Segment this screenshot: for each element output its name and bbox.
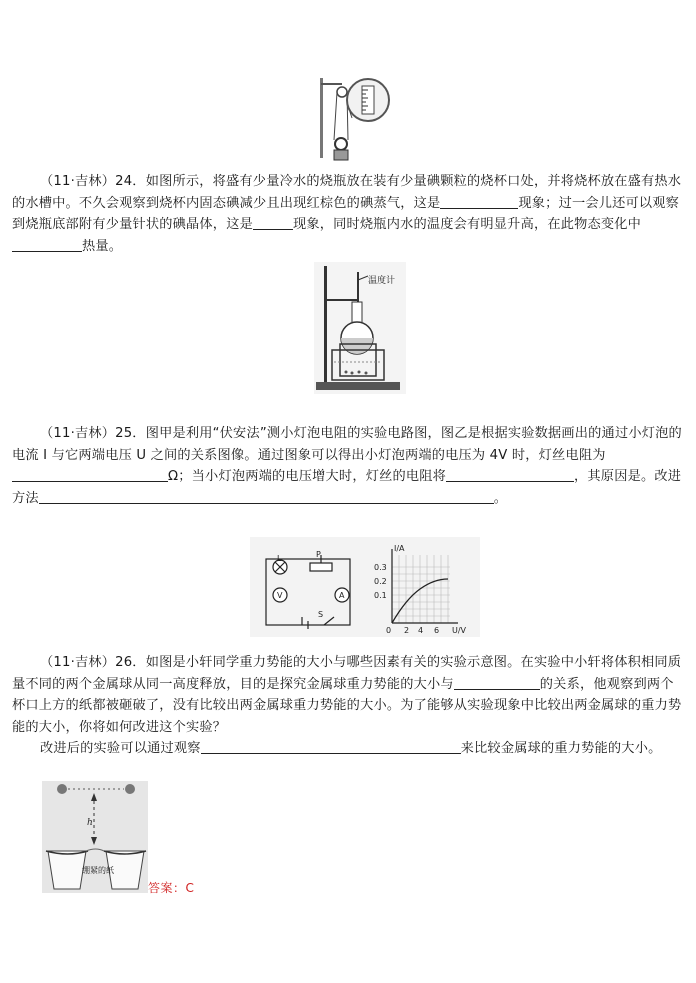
thermometer-label: 温度计	[368, 276, 396, 286]
q25-number: 25．	[115, 426, 146, 441]
answer-text: 答案：C	[148, 881, 195, 895]
question-26	[12, 652, 682, 738]
lamp-label: L	[277, 554, 282, 563]
q26-text1: 如图是小轩同学重力势能的大小与哪些因素有关的实验示意图。在实验中小轩将体积相同质量不同的两个金属球从同一高度释放，目的是探究金属球重力势能的大小与	[12, 655, 682, 692]
rheostat-label: P	[316, 550, 321, 559]
q25-blank-1[interactable]	[12, 467, 168, 482]
q25-blank-3[interactable]	[39, 489, 494, 504]
graph-ylabel: I/A	[394, 544, 405, 553]
question-25	[12, 423, 682, 509]
xtick-3: 6	[434, 626, 440, 635]
ytick-0: 0.3	[374, 563, 387, 572]
flask-thermometer-figure	[314, 262, 406, 394]
circuit-and-graph-figure	[250, 537, 480, 637]
ytick-1: 0.2	[374, 577, 387, 586]
q24-text4: 热量。	[82, 238, 123, 254]
q24-blank-2[interactable]	[253, 215, 293, 230]
ytick-2: 0.1	[374, 591, 387, 600]
voltmeter-label: V	[277, 591, 283, 600]
q24-blank-1[interactable]	[440, 194, 518, 209]
cups-figure	[42, 781, 148, 893]
q25-text5: 。	[493, 490, 508, 506]
q25-text4: 。改进方法	[12, 469, 682, 506]
question-24	[12, 171, 682, 257]
xtick-1: 2	[404, 626, 410, 635]
graph-xlabel: U/V	[452, 626, 467, 635]
question-26-improve	[12, 738, 682, 760]
q26-blank-2[interactable]	[201, 739, 461, 754]
q24-text3: 现象，同时烧瓶内水的温度会有明显升高，在此物态变化中	[292, 217, 642, 232]
top-apparatus-figure	[312, 78, 396, 164]
paper-label: 绷紧的纸	[82, 866, 114, 875]
switch-label: S	[318, 610, 324, 619]
q26-number: 26．	[115, 655, 146, 670]
ammeter-label: A	[339, 591, 345, 600]
q26-text4: 来比较金属球的重力势能的大小。	[460, 741, 662, 756]
q25-text3: ，其原因是	[574, 469, 641, 484]
q24-source: （11·吉林）	[40, 174, 116, 189]
q25-blank-2[interactable]	[446, 467, 574, 482]
q24-blank-3[interactable]	[12, 237, 82, 252]
height-label: h	[87, 818, 93, 828]
q24-text2: 现象；过一会儿还可以观察到烧瓶底部附有少量针状的碘晶体，这是	[12, 195, 680, 232]
xtick-0: 0	[386, 626, 392, 635]
q26-text2: 的关系，他观察到两个杯口上方的纸都被砸破了，没有比较出两金属球重力势能的大小。为了能够从实验现象中比较出两金属球的重力势能的大小，你将如何改进这个实验？	[12, 676, 682, 735]
q26-text3: 改进后的实验可以通过观察	[40, 741, 201, 756]
q26-source: （11·吉林）	[40, 655, 116, 670]
q25-text2: Ω；当小灯泡两端的电压增大时，灯丝的电阻将	[168, 469, 447, 484]
q26-blank-1[interactable]	[454, 675, 540, 690]
q24-text1: 如图所示，将盛有少量冷水的烧瓶放在装有少量碘颗粒的烧杯口处，并将烧杯放在盛有热水的水槽中。不久会观察到烧杯内固态碘减少且出现红棕色的碘蒸气，这是	[12, 174, 682, 211]
q25-text1: 图甲是利用“伏安法”测小灯泡电阻的实验电路图，图乙是根据实验数据画出的通过小灯泡的电流 I 与它两端电压 U 之间的关系图像。通过图象可以得出小灯泡两端的电压为 4V 时，灯丝电阻为	[12, 426, 682, 463]
q24-number: 24．	[115, 174, 146, 189]
xtick-2: 4	[418, 626, 424, 635]
q25-source: （11·吉林）	[40, 426, 116, 441]
